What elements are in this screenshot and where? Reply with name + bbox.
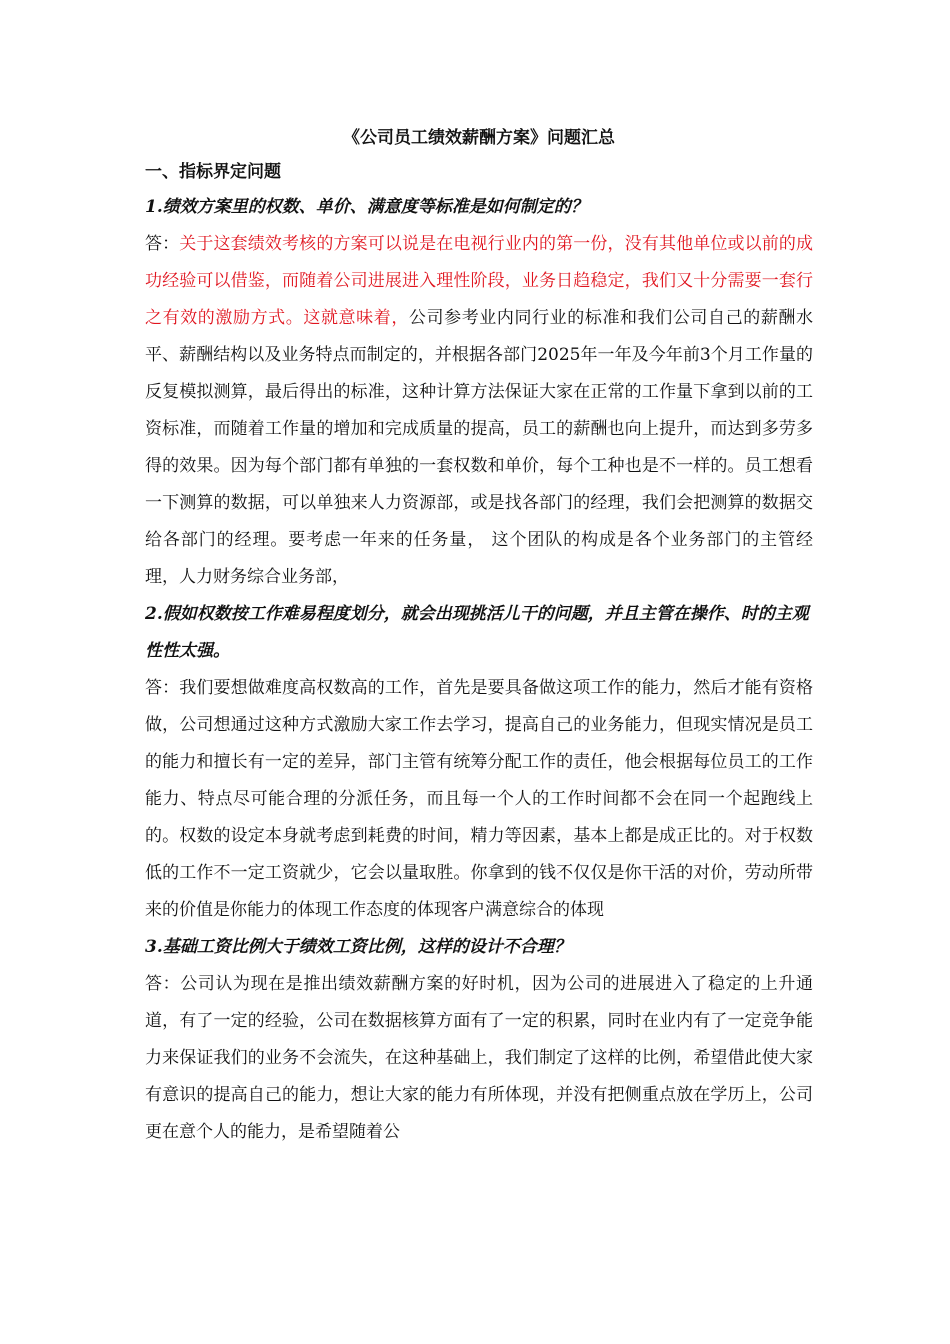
answer-3: 答：公司认为现在是推出绩效薪酬方案的好时机，因为公司的进展进入了稳定的上升通道，有了一定的经验，公司在数据核算方面有了一定的积累，同时在业内有了一定竞争能力来保证我们的业务不会流失，在这种基础上，我们制定了这样的比例，希望借此使大家有意识的提高自己的能力，想让大家的能力有所体现，并没有把侧重点放在学历上，公司更在意个人的能力，是希望随着公 xyxy=(145,974,813,1142)
document-body xyxy=(145,125,813,1151)
document-title: 《公司员工绩效薪酬方案》问题汇总 xyxy=(343,128,615,148)
answer-1-rest: 公司参考业内同行业的标准和我们公司自己的薪酬水平、薪酬结构以及业务特点而制定的，并根据各部门2025年一年及今年前3个月工作量的反复模拟测算，最后得出的标准，这种计算方法保证大家在正常的工作量下拿到以前的工资标准，而随着工作量的增加和完成质量的提高，员工的薪酬也向上提升，而达到多劳多得的效果。因为每个部门都有单独的一套权数和单价，每个工种也是不一样的。员工想看一下测算的数据，可以单独来人力资源部，或是找各部门的经理，我们会把测算的数据交给各部门的经理。要考虑一年来的任务量， 这个团队的构成是各个业务部门的主管经理，人力财务综合业务部， xyxy=(145,308,814,587)
answer-1-prefix: 答： xyxy=(145,234,180,254)
answer-1-highlight: 关于这套绩效考核的方案可以说是在电视行业内的第一份，没有其他单位或以前的成功经验可以借鉴，而随着公司进展进入理性阶段，业务日趋稳定，我们又十分需要一套行之有效的激励方式。这就意味着， xyxy=(145,234,814,328)
section-heading: 一、指标界定问题 xyxy=(145,162,281,182)
answer-1 xyxy=(145,226,813,596)
question-1: 1.绩效方案里的权数、单价、满意度等标准是如何制定的？ xyxy=(145,197,588,217)
question-2: 2.假如权数按工作难易程度划分，就会出现挑活儿干的问题，并且主管在操作、时的主观性性太强。 xyxy=(145,604,809,661)
question-3: 3.基础工资比例大于绩效工资比例，这样的设计不合理？ xyxy=(145,937,571,957)
answer-2: 答：我们要想做难度高权数高的工作，首先是要具备做这项工作的能力，然后才能有资格做，公司想通过这种方式激励大家工作去学习，提高自己的业务能力，但现实情况是员工的能力和擅长有一定的差异，部门主管有统筹分配工作的责任，他会根据每位员工的工作能力、特点尽可能合理的分派任务，而且每一个人的工作时间都不会在同一个起跑线上的。权数的设定本身就考虑到耗费的时间，精力等因素，基本上都是成正比的。对于权数低的工作不一定工资就少，它会以量取胜。你拿到的钱不仅仅是你干活的对价，劳动所带来的价值是你能力的体现工作态度的体现客户满意综合的体现 xyxy=(145,678,813,920)
